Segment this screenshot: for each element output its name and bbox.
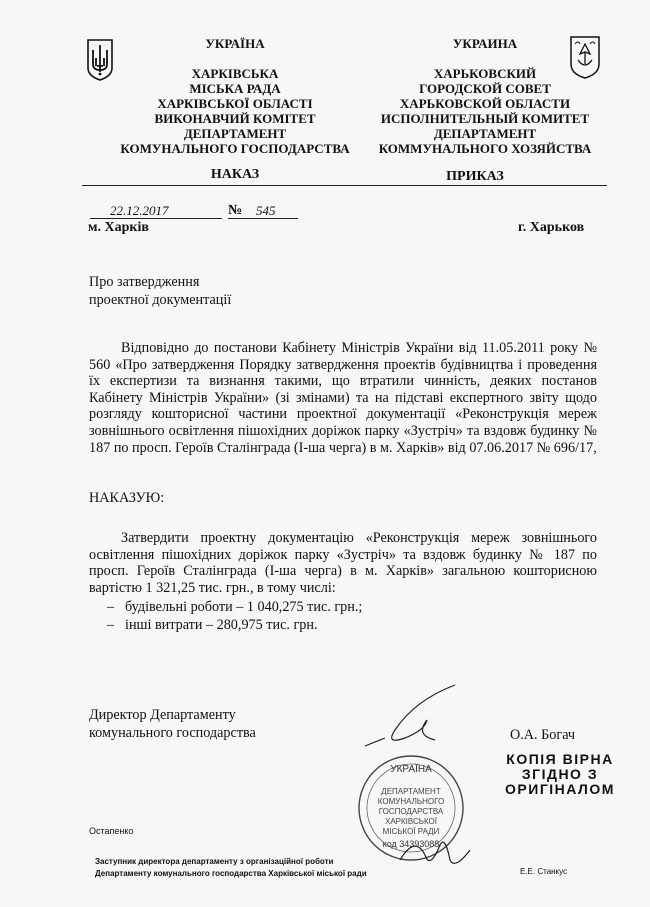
- subject: [89, 273, 231, 309]
- number-underline: [228, 218, 298, 219]
- certified-line: КОПІЯ ВІРНА: [506, 751, 614, 767]
- signatory-position: [89, 706, 256, 742]
- order-date: 22.12.2017: [110, 203, 169, 218]
- executor-name: Остапенко: [89, 826, 134, 836]
- footer-cert-line2: Департаменту комунального господарства Харківської міської ради: [95, 869, 367, 878]
- svg-text:КОМУНАЛЬНОГО: КОМУНАЛЬНОГО: [377, 797, 445, 806]
- header-left-line: ДЕПАРТАМЕНТ: [183, 126, 287, 141]
- certified-copy-stamp: [505, 752, 615, 797]
- header-left-country: УКРАЇНА: [205, 36, 265, 51]
- subject-line: Про затвердження: [89, 274, 200, 290]
- header-right-line: ГОРОДСКОЙ СОВЕТ: [419, 81, 551, 96]
- position-line: комунального господарства: [89, 725, 256, 741]
- header-left: [105, 36, 365, 156]
- preamble-paragraph: Відповідно до постанови Кабінету Міністрів України від 11.05.2011 року № 560 «Про затвердження Порядку затвердження проектів будівництва і проведення їх експертизи та визнання такими, що втратили чинність, деяких постанов Кабінету Міністрів України» (зі змінами) та на підставі експертного звіту щодо розгляду кошторисної частини проектної документації «Реконструкція мереж зовнішнього освітлення пішохідних доріжок парку «Зустріч» та вздовж будинку № 187 по просп. Героїв Сталінграда (І-ша черга) в м. Харків» від 07.06.2017 № 696/17,: [89, 340, 597, 456]
- certified-line: ОРИГІНАЛОМ: [505, 781, 615, 797]
- header-right-line: ХАРЬКОВСКИЙ: [433, 66, 537, 81]
- handwritten-signature: [355, 680, 465, 750]
- header-right: [365, 36, 605, 156]
- subject-line: проектної документації: [89, 292, 232, 308]
- cost-item-text: будівельні роботи – 1 040,275 тис. грн.;: [125, 599, 363, 615]
- footer-cert-line1: Заступник директора департаменту з організаційної роботи: [95, 857, 334, 866]
- doc-type-ru: ПРИКАЗ: [446, 169, 504, 184]
- seal-top-text: УКРАЇНА: [390, 764, 432, 775]
- header-left-line: ХАРКІВСЬКОЇ ОБЛАСТІ: [157, 96, 313, 111]
- svg-text:МІСЬКОЇ РАДИ: МІСЬКОЇ РАДИ: [382, 827, 440, 836]
- cost-item: – будівельні роботи – 1 040,275 тис. грн.;: [107, 599, 363, 615]
- header-right-line: ХАРЬКОВСКОЙ ОБЛАСТИ: [399, 96, 571, 111]
- city-ru: г. Харьков: [518, 220, 585, 235]
- cost-list: [107, 598, 362, 634]
- signatory-name: О.А. Богач: [510, 727, 576, 743]
- city-uk: м. Харків: [88, 220, 149, 235]
- svg-text:код 34393088: код 34393088: [382, 839, 440, 849]
- order-number: 545: [256, 203, 276, 218]
- order-number-sign: №: [228, 203, 243, 218]
- header-right-line: ДЕПАРТАМЕНТ: [433, 126, 537, 141]
- header-right-line: ИСПОЛНИТЕЛЬНЫЙ КОМИТЕТ: [380, 111, 590, 126]
- header-right-line: КОММУНАЛЬНОГО ХОЗЯЙСТВА: [378, 141, 592, 156]
- header-left-line: ХАРКІВСЬКА: [191, 66, 279, 81]
- doc-type-uk: НАКАЗ: [210, 167, 260, 182]
- certifier-signature: [395, 830, 475, 875]
- date-underline: [90, 218, 222, 219]
- header-left-line: ВИКОНАВЧИЙ КОМІТЕТ: [154, 111, 316, 126]
- decision-paragraph: Затвердити проектну документацію «Реконструкція мереж зовнішнього освітлення пішохідних доріжок парку «Зустріч» та вздовж будинку № 187 по просп. Героїв Сталінграда (І-ша черга) в м. Харків» загальною кошторисною вартістю 1 321,25 тис. грн., в тому числі:: [89, 530, 597, 596]
- header-left-line: КОМУНАЛЬНОГО ГОСПОДАРСТВА: [120, 141, 350, 156]
- footer-cert-name: Е.Е. Станкус: [520, 867, 568, 876]
- header-left-line: МІСЬКА РАДА: [189, 81, 281, 96]
- header-right-country: УКРАИНА: [452, 36, 518, 51]
- cost-item-text: інші витрати – 280,975 тис. грн.: [125, 617, 318, 633]
- svg-text:ХАРКІВСЬКОЇ: ХАРКІВСЬКОЇ: [384, 817, 438, 826]
- svg-text:ГОСПОДАРСТВА: ГОСПОДАРСТВА: [378, 807, 444, 816]
- order-word: НАКАЗУЮ:: [89, 490, 165, 506]
- cost-item: – інші витрати – 280,975 тис. грн.: [107, 617, 318, 633]
- certified-line: ЗГІДНО З: [521, 766, 599, 782]
- position-line: Директор Департаменту: [89, 707, 236, 723]
- header-divider: [82, 185, 607, 186]
- svg-text:ДЕПАРТАМЕНТ: ДЕПАРТАМЕНТ: [381, 787, 441, 796]
